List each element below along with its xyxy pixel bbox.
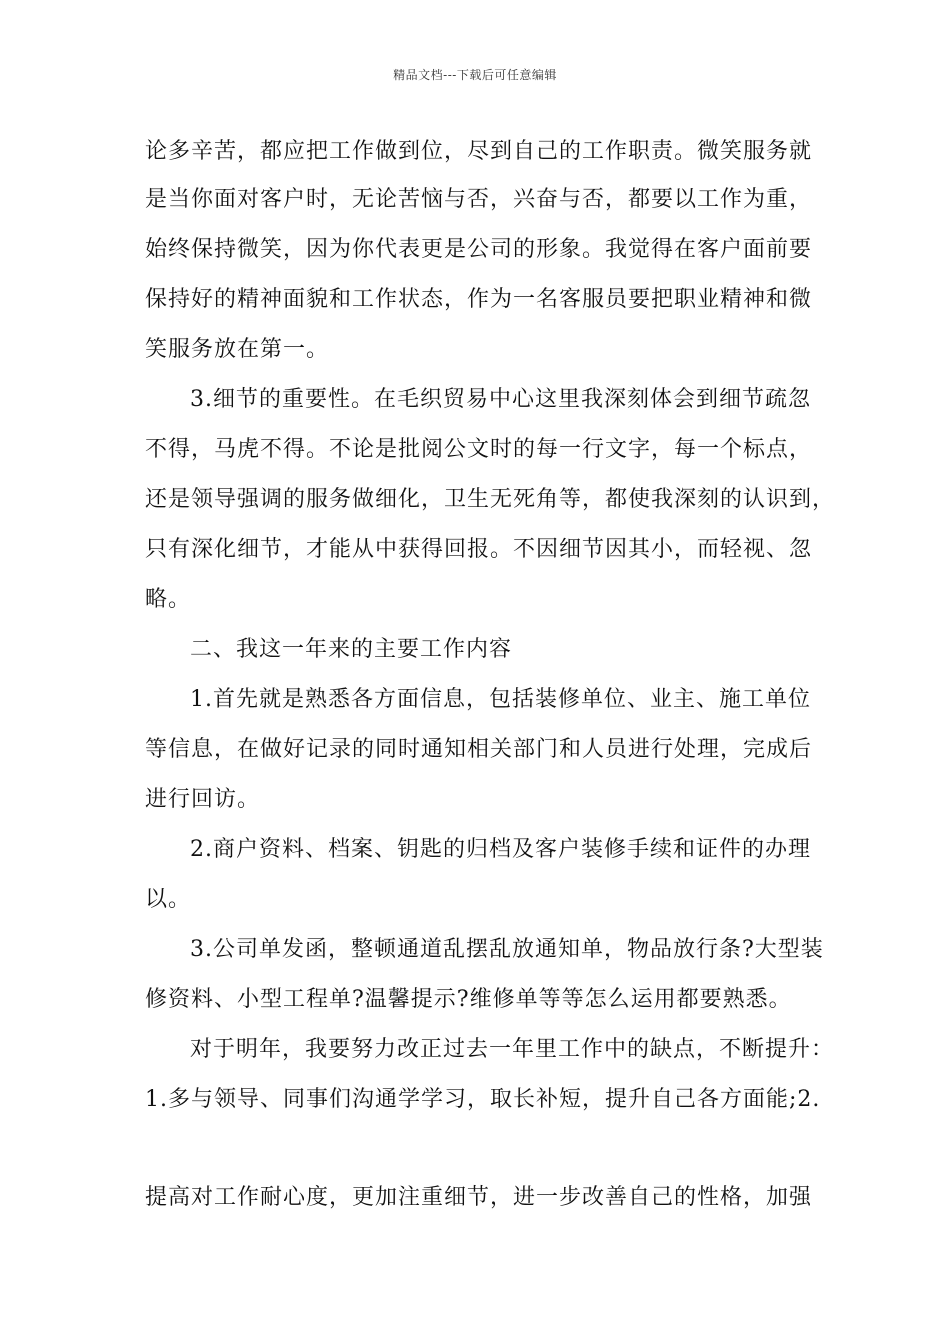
- text-line: 提高对工作耐心度，更加注重细节，进一步改善自己的性格，加强: [145, 1185, 813, 1210]
- paragraph-first-line: 对于明年，我要努力改正过去一年里工作中的缺点，不断提升：: [190, 1037, 835, 1062]
- text-line: 笑服务放在第一。: [145, 337, 330, 362]
- text-line: 1.多与领导、同事们沟通学学习，取长补短，提升自己各方面能;2.: [145, 1087, 821, 1112]
- text-line: 是当你面对客户时，无论苦恼与否，兴奋与否，都要以工作为重，: [145, 187, 813, 212]
- paragraph-first-line: 3.细节的重要性。在毛织贸易中心这里我深刻体会到细节疏忽: [190, 387, 811, 412]
- text-line: 论多辛苦，都应把工作做到位，尽到自己的工作职责。微笑服务就: [145, 139, 813, 164]
- text-line: 始终保持微笑，因为你代表更是公司的形象。我觉得在客户面前要: [145, 237, 813, 262]
- paragraph-first-line: 1.首先就是熟悉各方面信息，包括装修单位、业主、施工单位: [190, 687, 811, 712]
- text-line: 等信息，在做好记录的同时通知相关部门和人员进行处理，完成后: [145, 737, 813, 762]
- paragraph-first-line: 3.公司单发函，整顿通道乱摆乱放通知单，物品放行条?大型装: [190, 937, 824, 962]
- paragraph-first-line: 2.商户资料、档案、钥匙的归档及客户装修手续和证件的办理: [190, 837, 811, 862]
- text-line: 不得，马虎不得。不论是批阅公文时的每一行文字，每一个标点，: [145, 437, 813, 462]
- section-heading: 二、我这一年来的主要工作内容: [190, 637, 513, 662]
- text-line: 还是领导强调的服务做细化，卫生无死角等，都使我深刻的认识到，: [145, 487, 836, 512]
- text-line: 略。: [145, 587, 192, 612]
- text-line: 进行回访。: [145, 787, 261, 812]
- text-line: 保持好的精神面貌和工作状态，作为一名客服员要把职业精神和微: [145, 287, 813, 312]
- text-line: 以。: [145, 887, 192, 912]
- page-header: 精品文档---下载后可任意编辑: [393, 68, 557, 82]
- text-line: 只有深化细节，才能从中获得回报。不因细节因其小，而轻视、忽: [145, 537, 813, 562]
- text-line: 修资料、小型工程单?温馨提示?维修单等等怎么运用都要熟悉。: [145, 987, 792, 1012]
